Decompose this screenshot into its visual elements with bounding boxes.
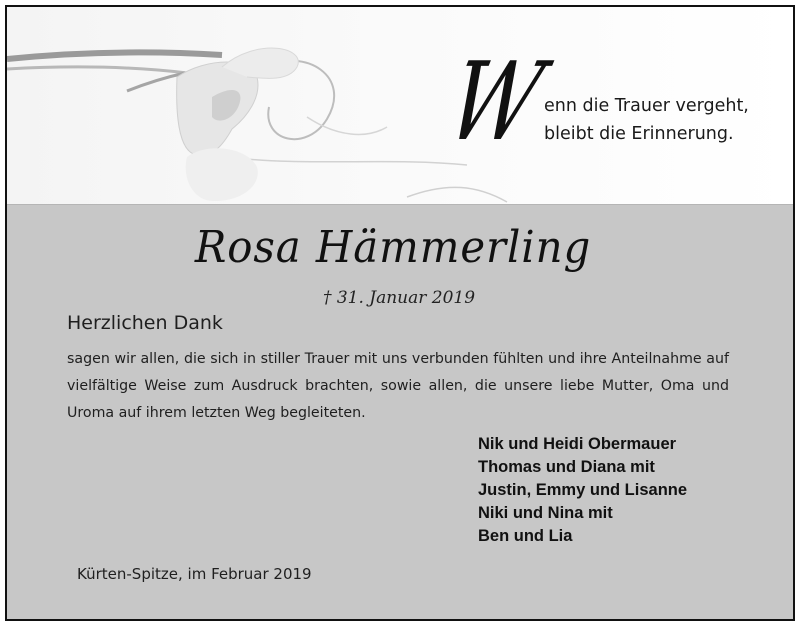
motto [544,92,749,148]
signer-line: Justin, Emmy und Lisanne [478,481,688,499]
signers-list [478,433,687,548]
signer-line: Ben und Lia [478,527,573,545]
signer-line: Niki und Nina mit [478,504,613,522]
thanks-body: sagen wir allen, die sich in stiller Trauer mit uns verbunden fühlten und ihre Anteilnahme auf vielfältige Weise zum Ausdruck brachten, sowie allen, die unsere liebe Mutter, Oma und Uroma auf ihrem letzten Weg begleiteten. [67,351,729,421]
decorative-initial: W [436,40,554,165]
thanks-heading: Herzlichen Dank [67,312,223,334]
death-date: † 31. Januar 2019 [322,288,476,308]
motto-line-2: bleibt die Erinnerung. [544,124,734,144]
deceased-name: Rosa Hämmerling [194,222,592,273]
signer-line: Thomas und Diana mit [478,458,655,476]
place-date: Kürten-Spitze, im Februar 2019 [77,565,312,583]
header-banner [7,7,793,205]
signer-line: Nik und Heidi Obermauer [478,435,677,453]
motto-line-1: enn die Trauer vergeht, [544,96,749,116]
